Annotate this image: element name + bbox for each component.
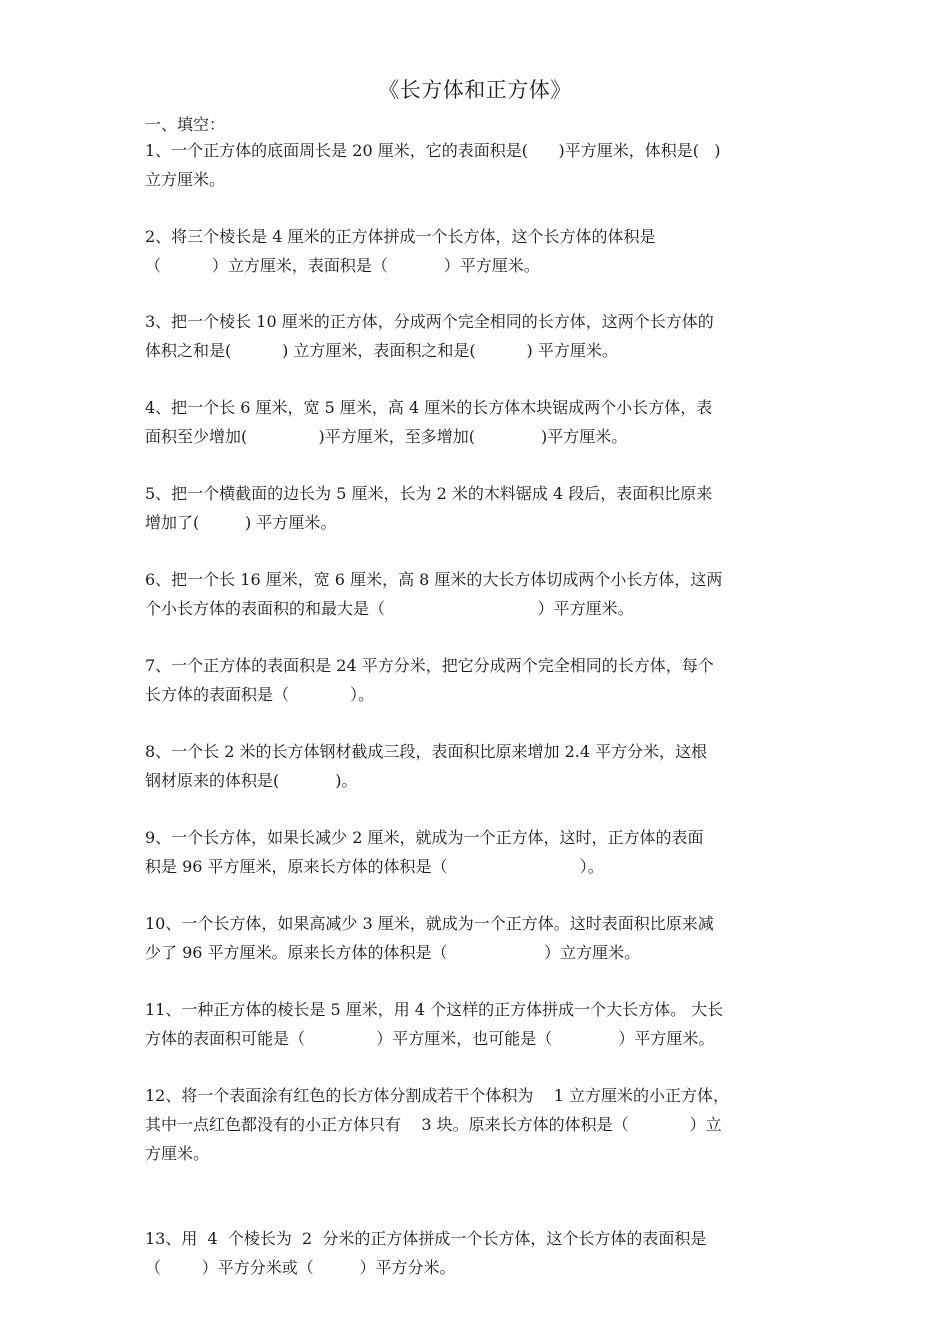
question-line: 其中一点红色都没有的小正方体只有 3 块。原来长方体的体积是（ ）立 [145, 1115, 722, 1134]
question-line: 13、用 4 个棱长为 2 分米的正方体拼成一个长方体，这个长方体的表面积是 [145, 1229, 707, 1248]
section-heading: 一、填空： [145, 115, 226, 134]
question-5 [145, 479, 810, 537]
question-line: 方厘米。 [145, 1144, 210, 1163]
question-line: 12、将一个表面涂有红色的长方体分割成若干个体积为 1 立方厘米的小正方体， [145, 1086, 729, 1105]
question-3 [145, 307, 810, 365]
question-line: 方体的表面积可能是（ ）平方厘米，也可能是（ ）平方厘米。 [145, 1029, 715, 1048]
question-11 [145, 995, 810, 1053]
question-line: 体积之和是( ) 立方厘米，表面积之和是( ) 平方厘米。 [145, 341, 618, 360]
question-line: 4、把一个长 6 厘米，宽 5 厘米，高 4 厘米的长方体木块锯成两个小长方体，表 [145, 398, 713, 417]
question-line: 面积至少增加( )平方厘米，至多增加( )平方厘米。 [145, 427, 628, 446]
question-1 [145, 136, 810, 194]
question-line: 积是 96 平方厘米，原来长方体的体积是（ ）。 [145, 857, 604, 876]
question-line: 少了 96 平方厘米。原来长方体的体积是（ ）立方厘米。 [145, 943, 641, 962]
question-line: 8、一个长 2 米的长方体钢材截成三段，表面积比原来增加 2.4 平方分米，这根 [145, 742, 708, 761]
question-10 [145, 909, 810, 967]
question-line: 增加了( ) 平方厘米。 [145, 513, 337, 532]
question-line: 个小长方体的表面积的和最大是（ ）平方厘米。 [145, 599, 634, 618]
question-line: 5、把一个横截面的边长为 5 厘米，长为 2 米的木料锯成 4 段后，表面积比原来 [145, 484, 713, 503]
question-line: 钢材原来的体积是( )。 [145, 771, 358, 790]
question-13 [145, 1224, 810, 1282]
question-line: 1、一个正方体的底面周长是 20 厘米，它的表面积是( )平方厘米，体积是( ) [145, 141, 721, 160]
question-line: 3、把一个棱长 10 厘米的正方体，分成两个完全相同的长方体，这两个长方体的 [145, 312, 714, 331]
question-line: 长方体的表面积是（ ）。 [145, 685, 375, 704]
page-title: 《长方体和正方体》 [378, 78, 572, 102]
question-line: （ ）立方厘米，表面积是（ ）平方厘米。 [145, 256, 540, 275]
question-line: 2、将三个棱长是 4 厘米的正方体拼成一个长方体，这个长方体的体积是 [145, 227, 656, 246]
question-12 [145, 1081, 810, 1168]
question-9 [145, 823, 810, 881]
question-line: （ ）平方分米或（ ）平方分米。 [145, 1258, 456, 1277]
question-8 [145, 737, 810, 795]
question-4 [145, 393, 810, 451]
question-line: 6、把一个长 16 厘米，宽 6 厘米，高 8 厘米的大长方体切成两个小长方体，这两 [145, 570, 723, 589]
question-line: 11、一种正方体的棱长是 5 厘米，用 4 个这样的正方体拼成一个大长方体。 大长 [145, 1000, 724, 1019]
question-line: 7、一个正方体的表面积是 24 平方分米，把它分成两个完全相同的长方体，每个 [145, 656, 714, 675]
question-2 [145, 222, 810, 280]
question-6 [145, 565, 810, 623]
question-7 [145, 651, 810, 709]
question-line: 9、一个长方体，如果长减少 2 厘米，就成为一个正方体，这时，正方体的表面 [145, 828, 704, 847]
question-line: 10、一个长方体，如果高减少 3 厘米，就成为一个正方体。这时表面积比原来减 [145, 914, 714, 933]
question-line: 立方厘米。 [145, 170, 226, 189]
